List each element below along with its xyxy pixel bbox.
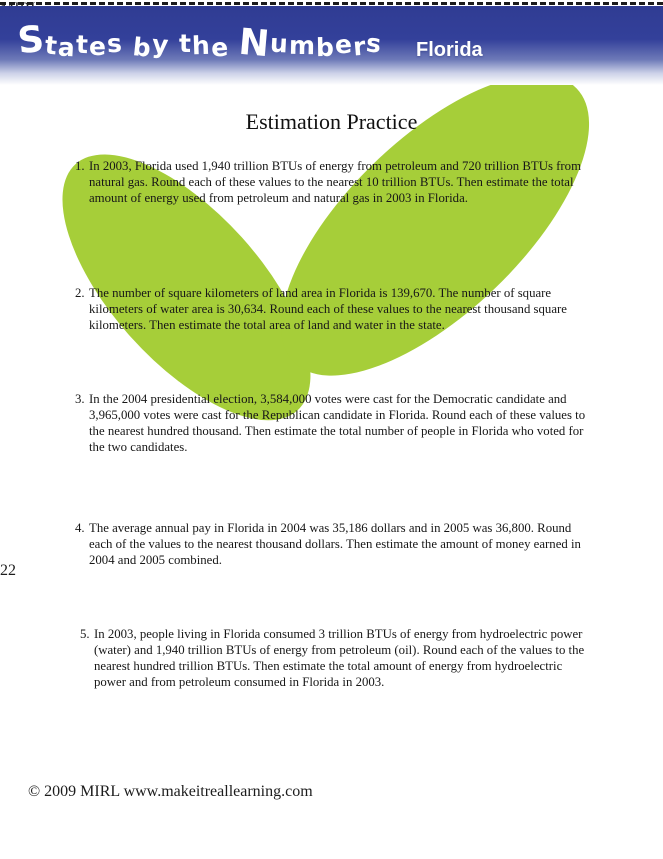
problem-text: In 2003, people living in Florida consumed 3 trillion BTUs of energy from hydroelectric power (water) and 1,940 trillion BTUs of energy from petroleum (oil). Round each of the values to the nearest hundred trillion BTUs. Then estimate the total amount of energy from hydroelectric power and from petroleum consumed in Florida in 2003. — [94, 627, 585, 689]
problem-number: 5. — [80, 627, 90, 641]
top-dashed-border — [0, 2, 663, 5]
website-url: www.makeitreallearning.com — [123, 783, 313, 800]
footer-bar — [28, 783, 515, 805]
copyright-text: © 2009 MIRL — [28, 783, 120, 800]
problem-number: 3. — [75, 392, 85, 406]
problem-item-5 — [80, 626, 595, 690]
page-title: Estimation Practice — [245, 109, 418, 134]
problem-text: The average annual pay in Florida in 2004 was 35,186 dollars and in 2005 was 36,800. Round each of the values to the nearest thousand dollars. Then estimate the amount of money earned in 2004 and 2005 combined. — [89, 521, 581, 567]
problem-text: In the 2004 presidential election, 3,584,000 votes were cast for the Democratic candidate and 3,965,000 votes were cast for the Republican candidate in Florida. Round each of these values to the nearest hundred thousand. Then estimate the total number of people in Florida who voted for the two candidates. — [89, 392, 586, 454]
problem-text: In 2003, Florida used 1,940 trillion BTUs of energy from petroleum and 720 trillion BTUs from natural gas. Round each of these values to the nearest 10 trillion BTUs. Then estimate the total amount of energy used from petroleum and natural gas in 2003 in Florida. — [89, 159, 582, 205]
state-name: Florida — [416, 39, 483, 61]
problem-number: 2. — [75, 286, 85, 300]
problem-item-2 — [75, 285, 595, 333]
problem-item-3 — [75, 391, 595, 455]
series-logo: States by the Numbers — [15, 16, 384, 66]
page-number: 22 — [0, 561, 16, 579]
problem-item-1 — [75, 158, 595, 206]
problem-text: The number of square kilometers of land area in Florida is 139,670. The number of square kilometers of water area is 30,634. Round each of these values to the nearest thousand square kilometers. Then estimate the total area of land and water in the state. — [89, 286, 567, 332]
problem-number: 1. — [75, 159, 85, 173]
problem-item-4 — [75, 520, 595, 568]
problem-number: 4. — [75, 521, 85, 535]
page-header — [0, 6, 663, 85]
